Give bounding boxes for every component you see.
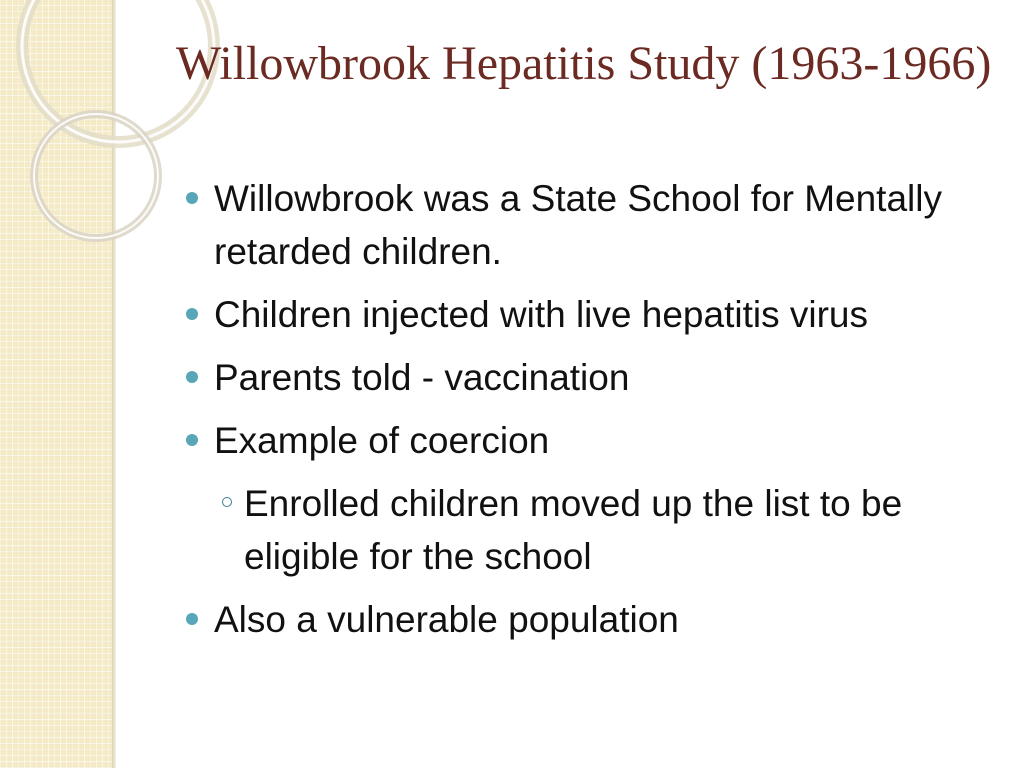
bullet-item [184, 351, 1004, 404]
bullet-item [184, 172, 1004, 278]
bullet-dot-icon [186, 371, 198, 383]
sub-bullet-text: Enrolled children moved up the list to be eligible for the school [244, 483, 903, 577]
bullet-list [184, 172, 1004, 656]
bullet-item [184, 414, 1004, 467]
bullet-text: Example of coercion [214, 420, 550, 461]
bullet-item [184, 593, 1004, 646]
bullet-item [184, 288, 1004, 341]
bullet-text: Also a vulnerable population [214, 599, 679, 640]
bullet-dot-icon [186, 308, 198, 320]
sub-bullet-ring-icon [222, 497, 232, 507]
sub-bullet-item [184, 477, 1004, 583]
bullet-dot-icon [186, 613, 198, 625]
bullet-text: Parents told - vaccination [214, 357, 630, 398]
slide-title: Willowbrook Hepatitis Study (1963-1966) [176, 37, 992, 90]
bullet-dot-icon [186, 434, 198, 446]
bullet-text: Willowbrook was a State School for Mentally retarded children. [214, 178, 942, 272]
bullet-dot-icon [186, 192, 198, 204]
bullet-text: Children injected with live hepatitis virus [214, 294, 868, 335]
